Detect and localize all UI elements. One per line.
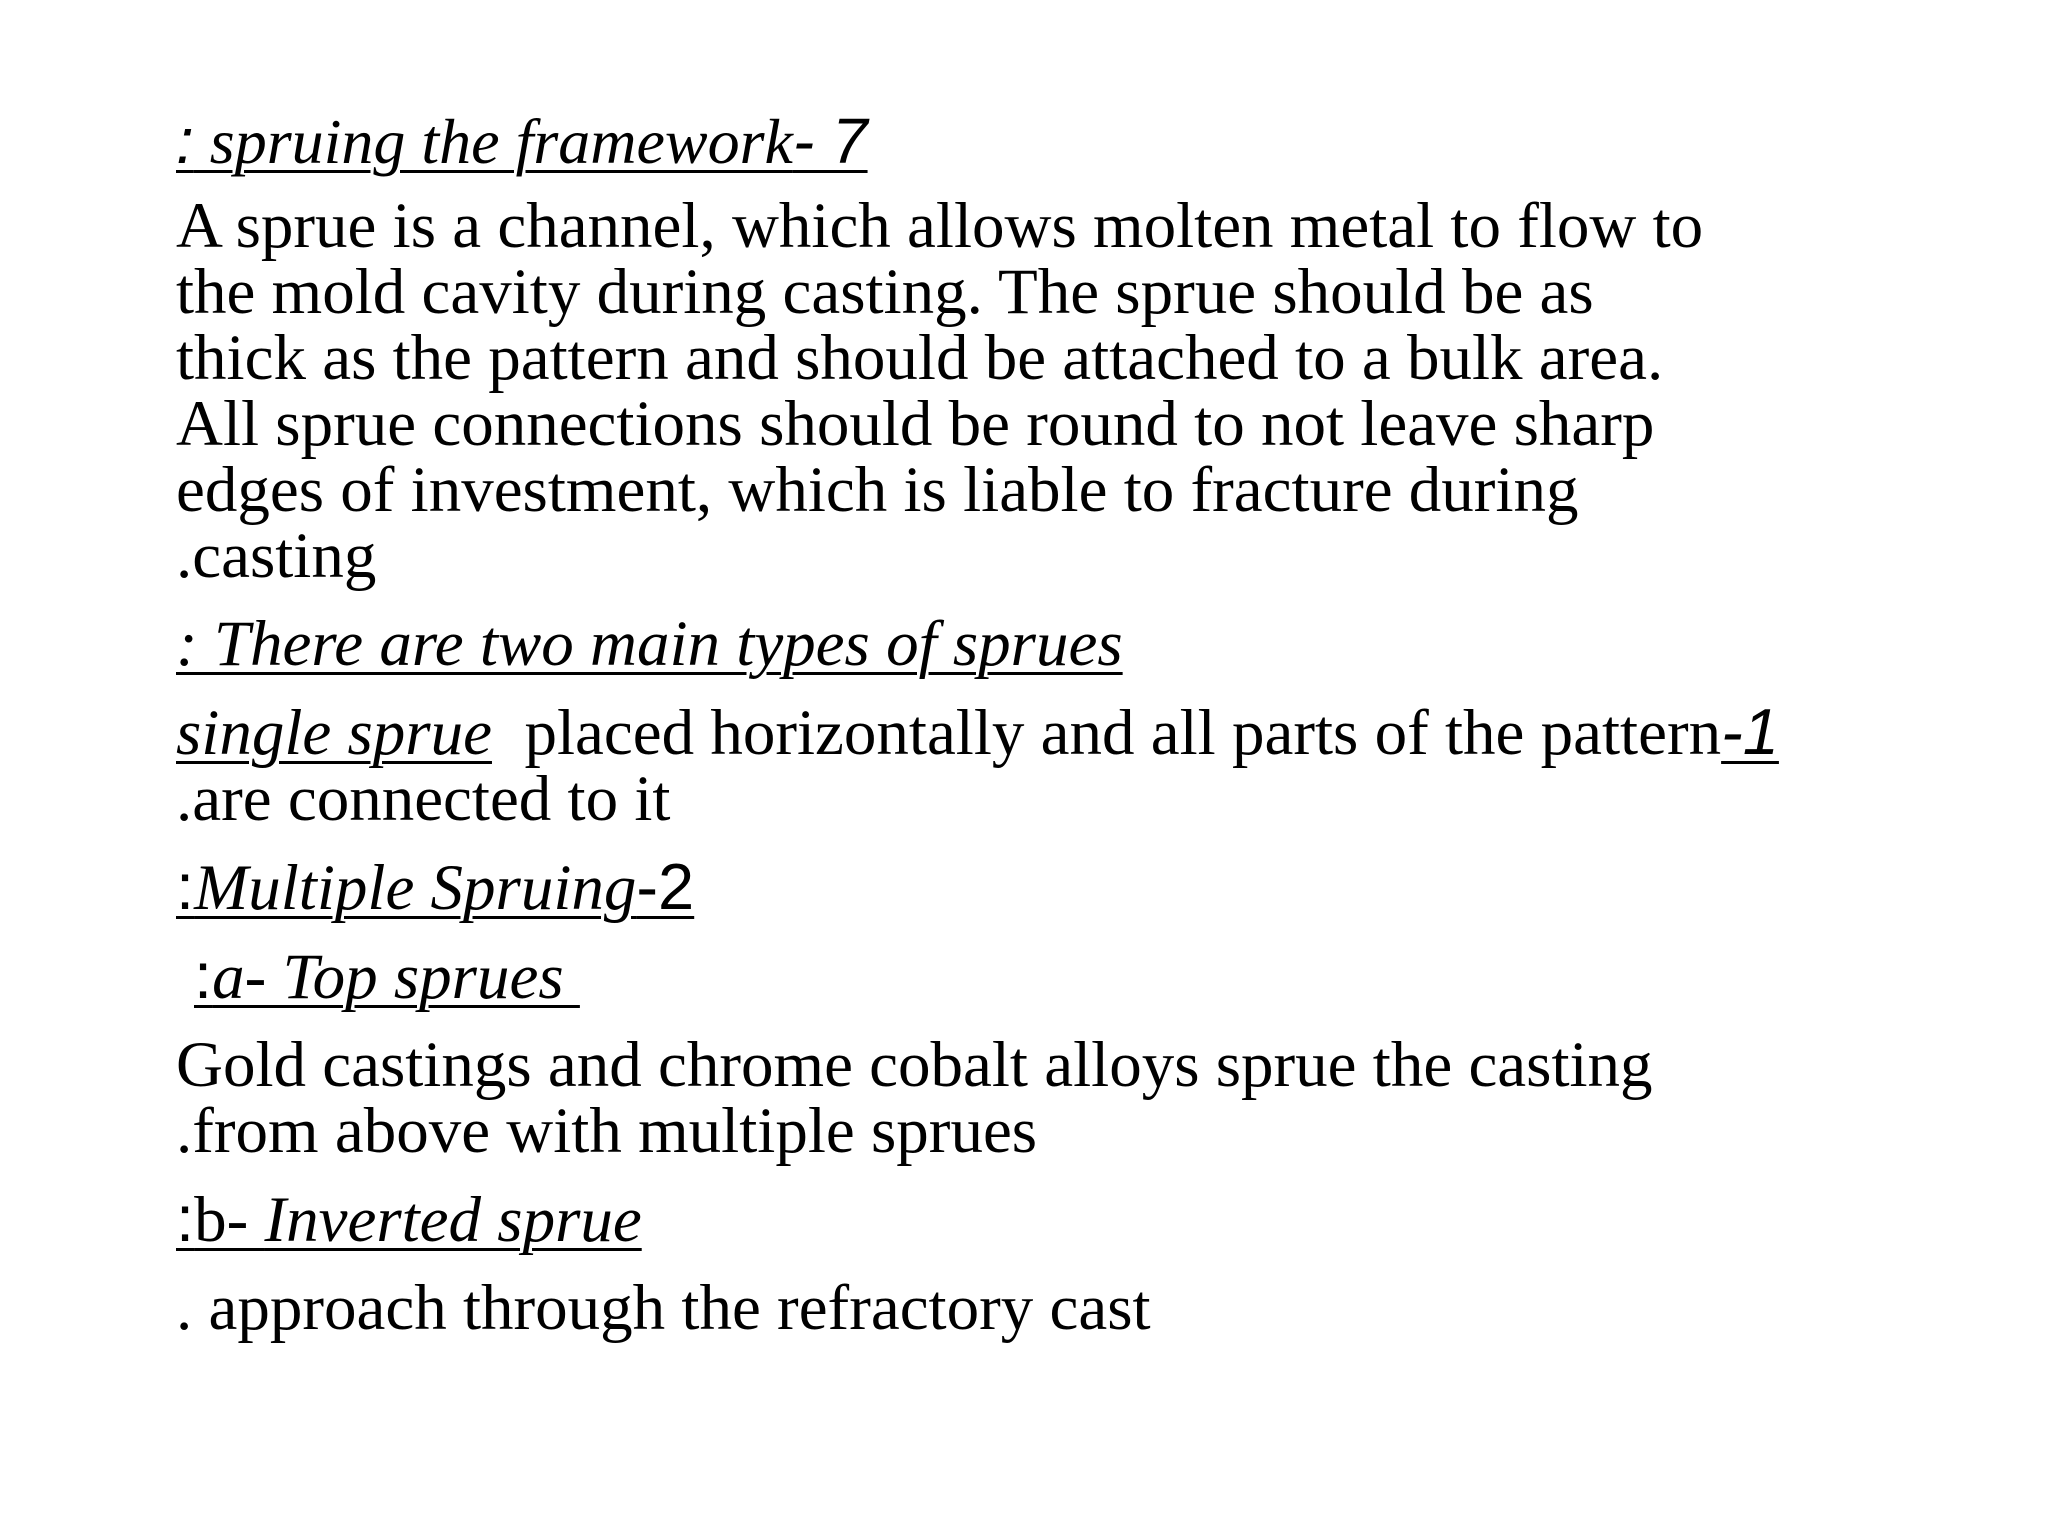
top-sprues-title: a- Top sprues xyxy=(212,941,580,1013)
single-sprue-item xyxy=(176,695,1976,835)
inverted-sprue-colon: : xyxy=(176,1182,195,1255)
inverted-sprue-title: Inverted sprue xyxy=(264,1184,642,1256)
heading-title: spruing the framework xyxy=(193,106,793,177)
types-heading xyxy=(176,608,1976,680)
top-sprues-heading xyxy=(176,939,1976,1013)
paragraph-line: All sprue connections should be round to not leave sharp xyxy=(176,388,1655,460)
multiple-spruing-title: Multiple Spruing xyxy=(194,852,637,924)
paragraph-line: edges of investment, which is liable to fracture during xyxy=(176,454,1579,526)
section-heading xyxy=(176,105,1976,177)
section-heading-text xyxy=(176,106,868,177)
single-sprue-number: -1 xyxy=(1721,695,1779,768)
multiple-spruing-colon: : xyxy=(176,850,195,923)
single-sprue-line xyxy=(176,695,1976,769)
inverted-sprue-heading xyxy=(176,1182,1976,1256)
definition-paragraph xyxy=(176,190,1976,592)
heading-colon: : xyxy=(176,105,194,177)
top-sprues-paragraph xyxy=(176,1029,1976,1167)
paragraph-line: .casting xyxy=(176,520,377,592)
inverted-sprue-prefix: b- xyxy=(194,1184,265,1256)
paragraph-line: the mold cavity during casting. The sprue should be as xyxy=(176,256,1594,328)
inverted-sprue-paragraph: . approach through the refractory cast xyxy=(176,1272,1151,1344)
top-sprues-text xyxy=(194,941,580,1013)
inverted-sprue-text xyxy=(176,1184,642,1256)
single-sprue-text: placed horizontally and all parts of the pattern xyxy=(491,697,1722,769)
paragraph-line: Gold castings and chrome cobalt alloys sprue the casting xyxy=(176,1029,1653,1101)
paragraph-line: A sprue is a channel, which allows molten metal to flow to xyxy=(176,190,1704,262)
multiple-spruing-text xyxy=(176,852,694,924)
paragraph-line: thick as the pattern and should be attached to a bulk area. xyxy=(176,322,1664,394)
multiple-spruing-heading xyxy=(176,850,1976,924)
slide-content xyxy=(176,105,1976,1344)
single-sprue-term: single sprue xyxy=(176,697,492,769)
multiple-spruing-number: -2 xyxy=(636,850,695,923)
paragraph-line: .from above with multiple sprues xyxy=(176,1095,1038,1167)
types-heading-text: : There are two main types of sprues xyxy=(176,608,1123,680)
top-sprues-colon: : xyxy=(194,939,213,1012)
single-sprue-continuation: .are connected to it xyxy=(176,763,671,835)
heading-number: - 7 xyxy=(792,105,868,177)
